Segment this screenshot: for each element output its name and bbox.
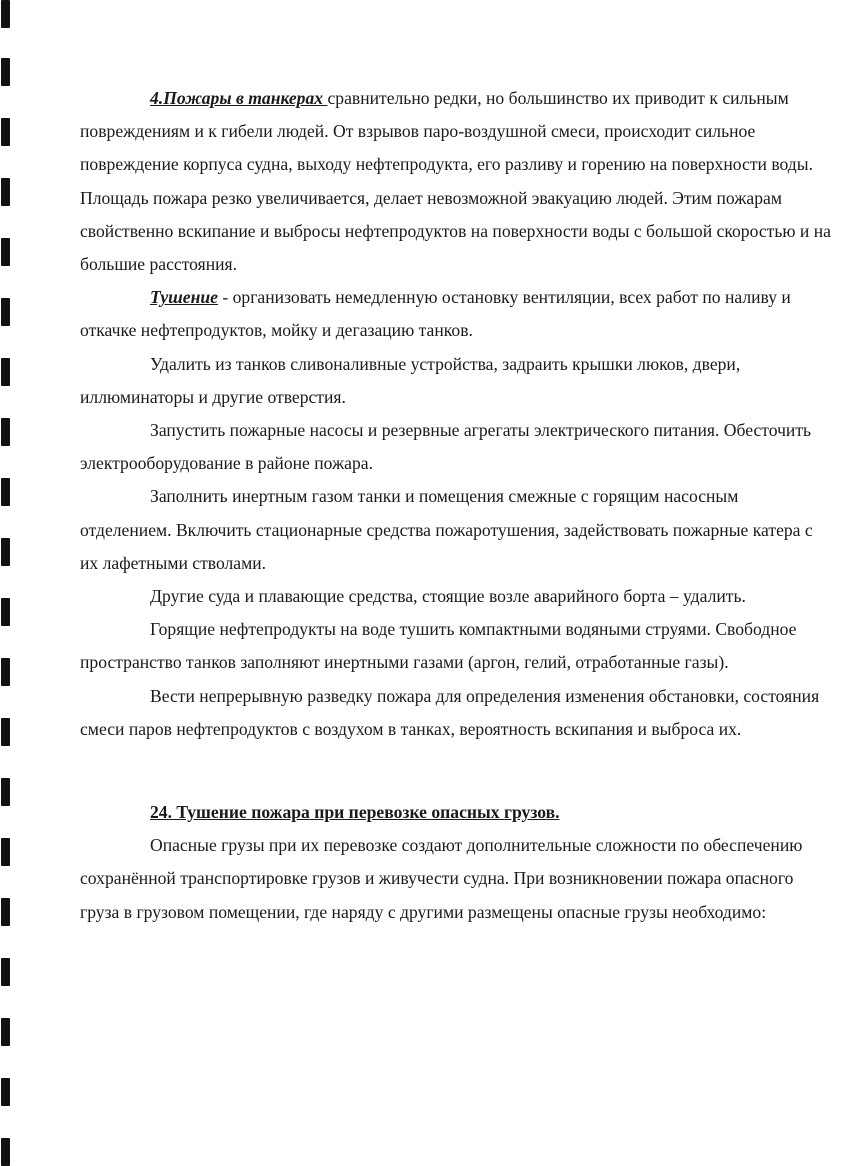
binding-mark [1,1078,10,1106]
binding-mark [1,898,10,926]
section24-paragraph: Опасные грузы при их перевозке создают дополнительные сложности по обеспечению сохранённой транспортировке грузов и живучести судна. При возникновении пожара опасного груза в грузовом помещении, где наряду с другими размещены опасные грузы необходимо: [80,835,803,922]
paragraph-remove-devices: Удалить из танков сливоналивные устройства, задраить крышки люков, двери, иллюминаторы и другие отверстия. [80,353,741,407]
binding-mark [1,778,10,806]
binding-mark [1,958,10,986]
binding-mark [1,718,10,746]
extinguishing-term: Тушение [150,287,218,308]
paragraph-other-vessels: Другие суда и плавающие средства, стоящие возле аварийного борта – удалить. [150,586,746,607]
binding-mark [1,838,10,866]
section24-heading: 24. Тушение пожара при перевозке опасных грузов. [150,802,560,823]
extinguishing-text: - организовать немедленную остановку вентиляции, всех работ по наливу и откачке нефтепродуктов, мойку и дегазацию танков. [80,287,791,341]
binding-mark [1,118,10,146]
page-text [80,82,832,929]
binding-mark [1,1138,10,1166]
paragraph-reconnaissance: Вести непрерывную разведку пожара для определения изменения обстановки, состояния смеси паров нефтепродуктов с воздухом в танках, вероятность вскипания и выброса их. [80,685,820,739]
binding-mark [1,358,10,386]
binding-mark [1,598,10,626]
binding-mark [1,0,10,28]
binding-mark [1,238,10,266]
binding-mark [1,298,10,326]
paragraph-burning-products: Горящие нефтепродукты на воде тушить компактными водяными струями. Свободное пространство танков заполняют инертными газами (аргон, гелий, отработанные газы). [80,619,797,673]
binding-mark [1,538,10,566]
section4-paragraph [80,82,832,281]
binding-mark [1,1018,10,1046]
extinguishing-paragraph [80,281,832,347]
binding-strip [0,0,16,1166]
paragraph-inert-gas: Заполнить инертным газом танки и помещения смежные с горящим насосным отделением. Включить стационарные средства пожаротушения, задействовать пожарные катера с их лафетными стволами. [80,486,813,573]
binding-mark [1,58,10,86]
binding-mark [1,658,10,686]
binding-mark [1,478,10,506]
section4-term: 4.Пожары в танкерах [150,88,328,108]
binding-mark [1,418,10,446]
section4-lead: сравнительно редки, но большинство их приводит к сильным повреждениям и к гибели людей. От взрывов паро-воздушной смеси, происходит сильное повреждение корпуса судна, выходу нефтепродукта, его разливу и горению на поверхности воды. Площадь пожара резко увеличивается, делает невозможной эвакуацию людей. Этим пожарам свойственно вскипание и выбросы нефтепродуктов на поверхности воды с большой скоростью и на большие расстояния. [80,88,831,275]
binding-mark [1,178,10,206]
paragraph-start-pumps: Запустить пожарные насосы и резервные агрегаты электрического питания. Обесточить электрооборудование в районе пожара. [80,420,812,474]
